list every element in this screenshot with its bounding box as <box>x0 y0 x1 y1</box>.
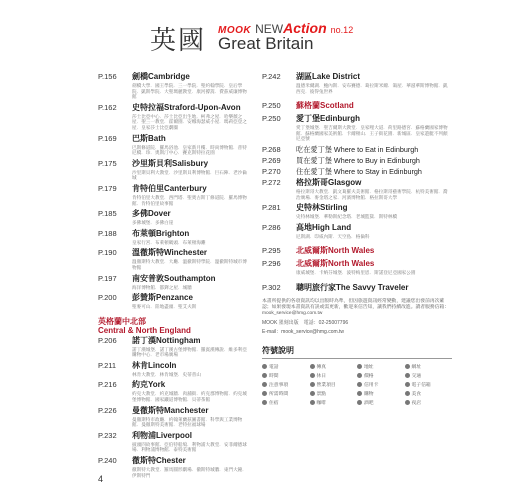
legend-symbol-icon <box>310 400 315 405</box>
toc-entry[interactable] <box>98 274 248 291</box>
toc-title: 北威爾斯North Wales <box>296 259 375 269</box>
legend-label: 購物 <box>364 391 374 397</box>
legend-symbol-icon <box>310 391 315 396</box>
legend-symbol-icon <box>357 364 362 369</box>
toc-entry[interactable] <box>262 223 452 240</box>
toc-title: 諾丁漢Nottingham <box>132 335 201 345</box>
toc-title: 約克York <box>132 380 166 390</box>
toc-description: 康威城堡．卡納芬城堡．波特梅里恩．斯諾登尼亞國家公園 <box>296 270 416 276</box>
toc-region-scotland[interactable] <box>262 101 452 111</box>
toc-page: P.156 <box>98 72 117 81</box>
toc-entry[interactable] <box>262 178 452 200</box>
footer-tel: MOOK 墨刻出版 電話：02-25007796 <box>262 319 349 326</box>
toc-title: 史特林Stirling <box>296 203 348 213</box>
toc-description: 多佛城堡．多佛白崖 <box>132 220 174 226</box>
legend-item <box>357 390 405 397</box>
toc-page: P.272 <box>262 177 281 187</box>
toc-description: 愛丁堡城堡．聖吉爾斯大教堂．皇家哩大道．荷里路德宮．蘇格蘭國家博物館．蘇格蘭國家美術館．卡爾頓山．王子街花園．新城區．皇家遊艇不列顛尼亞號 <box>296 125 448 142</box>
page-number: 4 <box>98 474 104 484</box>
region-heading-cn: 英格蘭中北部 <box>98 316 146 326</box>
toc-page: P.295 <box>262 246 281 256</box>
toc-page: P.240 <box>98 456 117 466</box>
toc-entry-traveler[interactable] <box>262 283 452 293</box>
toc-description: 格拉斯哥大教堂．凱文葛羅夫美術館．格拉斯哥藝術學院．杭特美術館．喬治廣場．麥金塔之家．河濱博物館．格拉斯哥大學 <box>296 188 448 200</box>
legend-label: 酒吧 <box>364 400 374 406</box>
legend-item <box>262 372 310 379</box>
legend-label: 景點 <box>316 391 327 397</box>
legend-symbol-icon <box>262 391 267 396</box>
toc-entry[interactable] <box>98 361 248 378</box>
toc-entry[interactable] <box>98 248 248 270</box>
legend-item <box>310 381 358 388</box>
toc-title: 肯特伯里Canterbury <box>132 183 207 193</box>
region-heading-en: Central & North England <box>98 326 191 336</box>
toc-page: P.179 <box>98 183 117 193</box>
toc-entry[interactable] <box>98 159 248 181</box>
legend-label: 美食 <box>411 391 422 397</box>
legend-item <box>262 390 310 397</box>
toc-description: 尼斯湖．印威內斯．天空島．格倫科 <box>296 233 370 239</box>
legend-symbol-icon <box>310 373 315 378</box>
toc-page: P.250 <box>262 101 281 111</box>
toc-entry[interactable] <box>262 114 452 142</box>
toc-title: 聰明旅行家The Savvy Traveler <box>296 282 409 292</box>
legend-item <box>405 390 453 397</box>
toc-entry[interactable] <box>262 156 452 166</box>
legend-item <box>405 381 453 388</box>
toc-entry[interactable] <box>98 72 248 100</box>
toc-page: P.226 <box>98 405 117 415</box>
toc-description: 溫徹斯特大教堂．大廳．溫徹斯特學院．溫徹斯特城市博物館 <box>132 259 247 270</box>
legend-symbol-icon <box>405 382 410 387</box>
legend-item <box>262 399 310 406</box>
page-title-en: Great Britain <box>218 34 314 53</box>
toc-entry[interactable] <box>262 246 452 256</box>
toc-entry[interactable] <box>98 184 248 206</box>
legend-label: 所需時間 <box>269 391 289 397</box>
toc-page: P.268 <box>262 144 281 154</box>
legend-item <box>310 399 358 406</box>
legend-symbol-icon <box>405 364 410 369</box>
toc-page: P.175 <box>98 158 117 168</box>
toc-description: 巴斯修道院．羅馬浴池．皇家新月樓．時尚博物館．普特尼橋．珍．奧斯汀中心．賽克斯特拉花園 <box>132 144 247 156</box>
legend-grid <box>262 363 452 406</box>
legend-label: 電子信箱 <box>411 382 431 388</box>
toc-page: P.296 <box>262 259 281 269</box>
legend-item <box>405 372 453 379</box>
toc-title: 吃在愛丁堡 Where to Eat in Edinburgh <box>296 144 419 154</box>
legend-symbol-icon <box>405 373 410 378</box>
toc-title: 布萊頓Brighton <box>132 228 190 238</box>
toc-title: 溫徹斯特Winchester <box>132 248 208 258</box>
toc-entry[interactable] <box>262 72 452 94</box>
toc-title: 高地High Land <box>296 222 352 232</box>
toc-description: 溫德米爾湖．鮑內斯．安布賽德．葛拉斯米爾．鴿屋．華滋華斯博物館．凱西克．彼得兔世界 <box>296 83 448 94</box>
legend-symbol-icon <box>357 400 362 405</box>
toc-right-column <box>262 72 452 406</box>
toc-entry[interactable] <box>98 293 248 310</box>
toc-page: P.197 <box>98 273 117 283</box>
legend-symbol-icon <box>405 400 410 405</box>
legend-symbol-icon <box>357 382 362 387</box>
footer-email: E-mail：mook_service@hmg.com.tw <box>262 328 345 335</box>
toc-title: 彭贊斯Penzance <box>132 293 193 303</box>
legend-item <box>357 399 405 406</box>
toc-description: 聖麥可山．陸地盡頭．聖艾夫斯 <box>132 304 197 310</box>
toc-entry[interactable] <box>262 259 452 276</box>
legend-symbol-icon <box>405 391 410 396</box>
legend-label: 交通 <box>411 373 422 379</box>
legend-label: 夜店 <box>411 400 422 406</box>
legend-title: 符號說明 <box>262 345 452 359</box>
toc-page: P.188 <box>98 228 117 238</box>
toc-page: P.185 <box>98 209 117 219</box>
toc-title: 格拉斯哥Glasgow <box>296 177 362 187</box>
legend-item <box>357 381 405 388</box>
legend-symbol-icon <box>310 364 315 369</box>
toc-description: 披頭四故事館．亞伯特船塢．利物浦大教堂．安菲爾德球場．利物浦博物館．泰特美術館 <box>132 441 247 453</box>
toc-title: 徹斯特Chester <box>132 456 186 466</box>
toc-title: 買在愛丁堡 Where to Buy in Edinburgh <box>296 155 420 165</box>
legend-symbol-icon <box>357 391 362 396</box>
toc-entry[interactable] <box>98 209 248 226</box>
legend-label: 營業項目 <box>316 382 336 388</box>
toc-entry[interactable] <box>98 456 248 478</box>
legend-item <box>310 363 358 370</box>
legend-item <box>405 399 453 406</box>
toc-title: 巴斯Bath <box>132 133 166 143</box>
toc-page: P.242 <box>262 72 281 81</box>
legend-symbol-icon <box>310 382 315 387</box>
toc-entry[interactable] <box>262 203 452 220</box>
legend-item <box>310 372 358 379</box>
toc-left-column <box>98 72 248 481</box>
toc-description: 皇家行宮．布萊頓碼頭．布萊頓海灘 <box>132 239 206 245</box>
toc-description: 海洋博物館．都鐸之屋．城牆 <box>132 284 192 290</box>
toc-page: P.200 <box>98 293 117 303</box>
legend-symbol-icon <box>262 382 267 387</box>
disclaimer-text: 本書所提供的各項資訊均以出版時為準，但因旅遊資訊經常變動，建議您出發前再次確認；如果發現本書資訊有誤或需更新，歡迎來信告知，讓我們持續改進。讀者服務信箱：mook_service@hmg.com.tw <box>262 298 450 316</box>
toc-title: 沙里斯貝利Salisbury <box>132 158 209 168</box>
toc-page: P.270 <box>262 166 281 176</box>
toc-page: P.162 <box>98 102 117 112</box>
toc-page: P.206 <box>98 335 117 345</box>
toc-page: P.269 <box>262 155 281 165</box>
toc-page: P.232 <box>98 430 117 440</box>
legend-label: 時間 <box>269 373 279 379</box>
toc-entry[interactable] <box>98 103 248 131</box>
brand-mook: MOOK <box>218 25 252 36</box>
legend-label: 網址 <box>411 364 422 370</box>
toc-title: 林肯Lincoln <box>132 360 177 370</box>
legend-item <box>357 372 405 379</box>
toc-description: 沙里斯貝利大教堂．沙里斯貝利博物館．巨石陣．老沙倫城 <box>132 169 247 181</box>
legend-item <box>262 363 310 370</box>
toc-page: P.211 <box>98 360 117 370</box>
legend-item <box>357 363 405 370</box>
toc-description: 莎士比亞中心．莎士比亞出生地．柯弗之屋．哈樂薇之屋．聖三一教堂．霍爾園．安娜海瑟威小屋．瑪莉亞登之屋．皇家莎士比亞劇團 <box>132 113 247 130</box>
toc-page: P.302 <box>262 282 281 292</box>
toc-description: 史特林城堡．華勒斯紀念塔．老城監獄．斯特林橋 <box>296 214 398 220</box>
toc-description: 林肯大教堂．林肯城堡．史蒂普山 <box>132 371 201 377</box>
legend-label: 住宿 <box>269 400 279 406</box>
toc-title: 曼徹斯特Manchester <box>132 405 209 415</box>
legend-symbol-icon <box>262 400 267 405</box>
legend-label: 電話 <box>269 364 279 370</box>
page-title-cn: 英國 <box>150 26 207 56</box>
toc-entry[interactable] <box>98 336 248 358</box>
legend-symbol-icon <box>262 364 267 369</box>
legend-item <box>405 363 453 370</box>
toc-page: P.216 <box>98 380 117 390</box>
legend-label: 注意事項 <box>269 382 289 388</box>
toc-entry[interactable] <box>262 145 452 155</box>
toc-description: 徹斯特大教堂．羅馬圓形劇場．徹斯特城牆．東門大鐘．伊斯特門 <box>132 467 247 478</box>
legend-label: 休日 <box>316 373 327 379</box>
toc-title: 多佛Dover <box>132 209 171 219</box>
toc-page: P.250 <box>262 114 281 124</box>
toc-title: 愛丁堡Edinburgh <box>296 114 360 124</box>
toc-title: 湖區Lake District <box>296 72 361 81</box>
toc-page: P.281 <box>262 203 281 213</box>
legend-symbol-icon <box>262 373 267 378</box>
issue-number: no.12 <box>330 25 354 35</box>
legend-item <box>310 390 358 397</box>
toc-page: P.286 <box>262 222 281 232</box>
legend-label: 傳真 <box>316 364 327 370</box>
toc-description: 肯特伯里大教堂．西門塔．聖奧古斯丁修道院．羅馬博物館．肯特伯里故事館 <box>132 194 247 206</box>
toc-entry[interactable] <box>98 431 248 453</box>
toc-description: 約克大教堂．約克城牆．肉舖街．約克郡博物館．約克城堡博物館．國家鐵道博物館．貝蒂茶館 <box>132 391 247 403</box>
legend-symbol-icon <box>357 373 362 378</box>
toc-page: P.169 <box>98 133 117 143</box>
toc-entry[interactable] <box>98 380 248 402</box>
toc-title: 劍橋Cambridge <box>132 72 190 81</box>
toc-title: 利物浦Liverpool <box>132 430 193 440</box>
toc-description: 曼徹斯特市政廳．約翰萊蘭茲圖書館．科學與工業博物館．曼徹斯特美術館．老特拉福球場 <box>132 416 243 428</box>
toc-description: 劍橋大學．國王學院．三一學院．聖約翰學院．皇后學院．凱斯學院．大聖瑪麗教堂．康河撐篙．費茲威廉博物館 <box>132 83 247 100</box>
region-heading: 蘇格蘭Scotland <box>296 101 354 111</box>
toc-description: 諾丁漢城堡．諾丁漢古堡博物館．羅賓漢傳說．維多利亞購物中心．老市場廣場 <box>132 346 247 358</box>
legend-label: 咖啡 <box>316 400 327 406</box>
brand-block <box>218 20 353 54</box>
legend-item <box>262 381 310 388</box>
toc-entry[interactable] <box>98 229 248 246</box>
legend-label: 地址 <box>364 364 374 370</box>
brand-newaction: NEWAction <box>255 20 327 36</box>
toc-title: 住在愛丁堡 Where to Stay in Edinburgh <box>296 166 422 176</box>
toc-title: 南安普敦Southampton <box>132 273 216 283</box>
toc-title: 史特拉福Straford-Upon-Avon <box>132 102 241 112</box>
toc-title: 北威爾斯North Wales <box>296 246 375 256</box>
toc-page: P.190 <box>98 248 117 258</box>
toc-entry[interactable] <box>98 406 248 428</box>
toc-entry[interactable] <box>262 167 452 177</box>
toc-entry[interactable] <box>98 134 248 156</box>
legend-label: 信用卡 <box>364 382 379 388</box>
legend-label: 價格 <box>364 373 374 379</box>
